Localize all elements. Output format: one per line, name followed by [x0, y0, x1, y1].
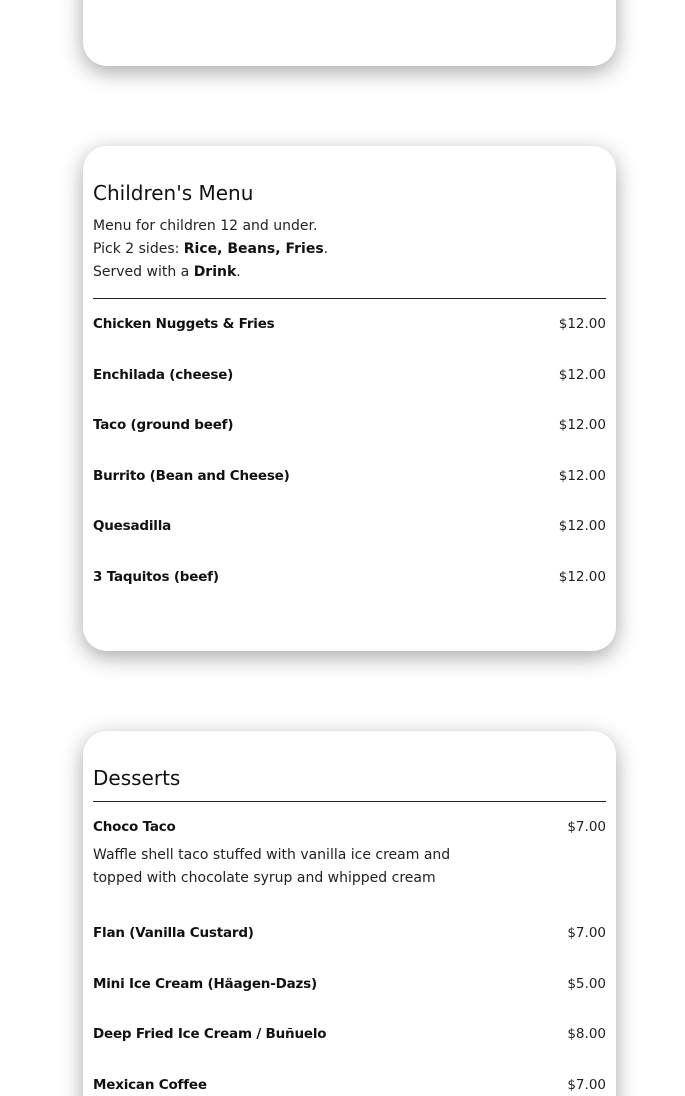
menu-item [93, 908, 606, 959]
childrens-menu-card [83, 146, 616, 651]
menu-item [93, 350, 606, 401]
menu-item-name: Choco Taco [93, 819, 176, 835]
menu-item [93, 501, 606, 552]
intro-drink-note [93, 261, 606, 284]
menu-item [93, 400, 606, 451]
menu-item [93, 1009, 606, 1060]
menu-item-price: $12.00 [558, 316, 606, 332]
menu-item [93, 552, 606, 603]
menu-item-name: Mini Ice Cream (Häagen-Dazs) [93, 975, 317, 992]
menu-item-list [93, 802, 606, 1096]
menu-item-price: $5.00 [567, 975, 606, 992]
menu-item-list [93, 299, 606, 603]
intro-sides-suffix: . [323, 241, 329, 257]
section-title: Children's Menu [93, 181, 254, 205]
menu-item-name: Deep Fried Ice Cream / Buñuelo [93, 1026, 327, 1043]
menu-item-price: $8.00 [567, 1026, 606, 1043]
menu-item-name: Taco (ground beef) [93, 417, 234, 434]
intro-sides-note [93, 238, 606, 261]
desserts-menu-card [83, 731, 616, 1096]
menu-item-price: $7.00 [567, 819, 606, 835]
menu-item-name: Flan (Vanilla Custard) [93, 925, 254, 941]
menu-item [93, 299, 606, 350]
menu-item [93, 802, 606, 908]
menu-item-name: 3 Taquitos (beef) [93, 568, 219, 585]
intro-age-note: Menu for children 12 and under. [93, 218, 318, 234]
menu-item-name: Enchilada (cheese) [93, 366, 234, 383]
menu-item-price: $12.00 [558, 467, 606, 484]
intro-drink-bold: Drink [193, 264, 237, 280]
previous-menu-card [83, 0, 616, 66]
menu-item-name: Quesadilla [93, 518, 172, 535]
menu-item-name: Chicken Nuggets & Fries [93, 316, 275, 332]
menu-item-description: Waffle shell taco stuffed with vanilla ice cream and topped with chocolate syrup and whipped cream [93, 847, 451, 886]
menu-item-name: Mexican Coffee [93, 1076, 207, 1093]
menu-item [93, 959, 606, 1010]
intro-sides-prefix: Pick 2 sides: [93, 241, 184, 257]
intro-sides-options: Rice, Beans, Fries [183, 241, 324, 257]
menu-item-price: $7.00 [567, 925, 606, 941]
section-title: Desserts [93, 766, 181, 790]
menu-item [93, 1060, 606, 1096]
menu-item-name: Burrito (Bean and Cheese) [93, 467, 290, 484]
menu-item-price: $12.00 [558, 518, 606, 535]
intro-drink-prefix: Served with a [93, 264, 194, 280]
menu-item-price: $12.00 [558, 417, 606, 434]
intro-drink-suffix: . [236, 264, 241, 280]
menu-item [93, 451, 606, 502]
menu-item-price: $12.00 [558, 568, 606, 585]
section-intro [93, 215, 606, 284]
menu-item-price: $7.00 [567, 1076, 606, 1093]
menu-item-price: $12.00 [558, 366, 606, 383]
